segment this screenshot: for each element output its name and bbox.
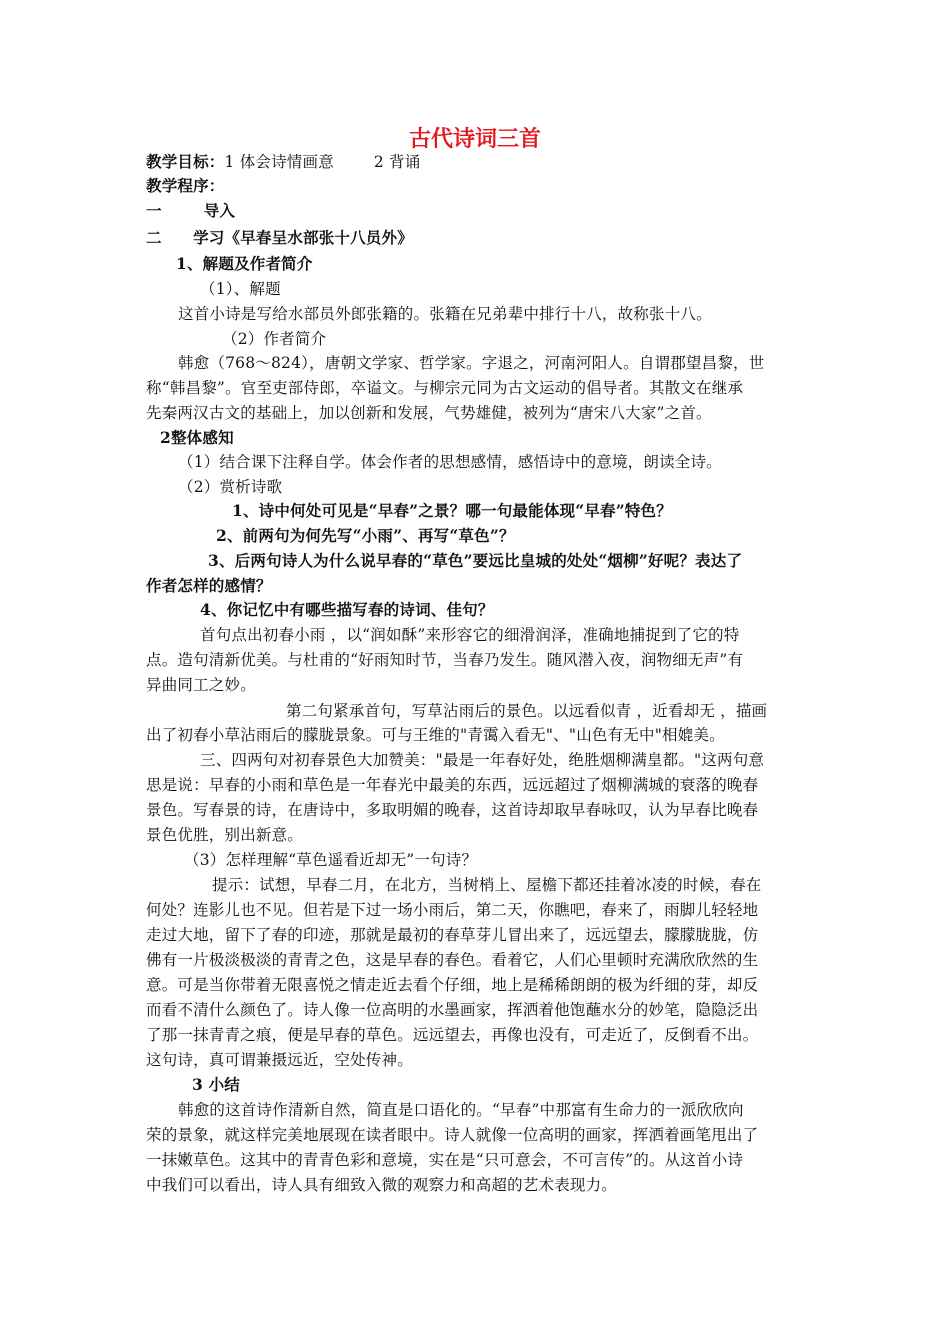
paragraph-1-line-2: 点。造句清新优美。与杜甫的“好雨知时节，当春乃发生。随风潜入夜，润物细无声”有 xyxy=(146,651,744,669)
hint-line-5: 意。可是当你带着无限喜悦之情走近去看个仔细，地上是稀稀朗朗的极为纤细的芽，却反 xyxy=(146,976,759,994)
goal-item-1: 1 体会诗情画意 xyxy=(224,153,334,171)
sub-heading-explanation: （1）、解题 xyxy=(200,280,281,298)
question-3-line-1: 3、后两句诗人为什么说早春的“草色”要远比皇城的处处“烟柳”好呢？表达了 xyxy=(208,551,743,570)
self-study-instruction: （1）结合课下注释自学。体会作者的思想感情，感悟诗中的意境，朗读全诗。 xyxy=(178,453,722,471)
question-4: 4、你记忆中有哪些描写春的诗词、佳句？ xyxy=(200,600,494,619)
paragraph-3-line-2: 思是说：早春的小雨和草色是一年春光中最美的东西，远远超过了烟柳满城的衰落的晚春 xyxy=(146,776,759,794)
paragraph-3-line-1: 三、四两句对初春景色大加赞美："最是一年春好处，绝胜烟柳满皇都。"这两句意 xyxy=(200,751,765,769)
procedure-label: 教学程序： xyxy=(146,176,225,195)
teaching-goals xyxy=(146,150,806,174)
goal-item-2: 2 背诵 xyxy=(373,153,421,171)
paragraph-2-line-1: 第二句紧承首句，写草沾雨后的景色。以远看似青 ，近看却无 ，描画 xyxy=(286,702,768,720)
paragraph-3-line-4: 景色优胜，别出新意。 xyxy=(146,826,304,844)
section-1-label: 导入 xyxy=(203,201,236,220)
paragraph-3-line-3: 景色。写春景的诗，在唐诗中，多取明媚的晚春，这首诗却取早春咏叹，认为早春比晚春 xyxy=(146,801,759,819)
sub-heading-author: （2）作者简介 xyxy=(222,330,327,348)
question-1: 1、诗中何处可见是“早春”之景？哪一句最能体现“早春”特色？ xyxy=(232,501,672,520)
question-3-line-2: 作者怎样的感情？ xyxy=(146,576,272,595)
paragraph-2-line-2: 出了初春小草沾雨后的朦胧景象。可与王维的"青霭入看无"、"山色有无中"相媲美。 xyxy=(146,726,725,744)
page-title: 古代诗词三首 xyxy=(408,126,541,152)
subsection-2-heading: 2整体感知 xyxy=(160,428,234,447)
author-line-1: 韩愈（768～824），唐朝文学家、哲学家。字退之，河南河阳人。自谓郡望昌黎，世 xyxy=(178,354,765,372)
hint-line-6: 而看不清什么颜色了。诗人像一位高明的水墨画家，挥洒着他饱蘸水分的妙笔，隐隐泛出 xyxy=(146,1001,759,1019)
summary-line-1: 韩愈的这首诗作清新自然，简直是口语化的。“早春”中那富有生命力的一派欣欣向 xyxy=(178,1101,744,1119)
section-1-number: 一 xyxy=(146,201,162,220)
appreciation-heading: （2）赏析诗歌 xyxy=(178,478,283,496)
question-2: 2、前两句为何先写“小雨”、再写“草色”？ xyxy=(216,526,515,545)
summary-line-3: 一抹嫩草色。这其中的青青色彩和意境，实在是“只可意会，不可言传”的。从这首小诗 xyxy=(146,1151,744,1169)
section-1-heading xyxy=(146,199,806,223)
hint-line-2: 何处？连影儿也不见。但若是下过一场小雨后，第二天，你瞧吧，春来了，雨脚儿轻轻地 xyxy=(146,901,759,919)
hint-line-7: 了那一抹青青之痕，便是早春的草色。远远望去，再像也没有，可走近了，反倒看不出。 xyxy=(146,1026,759,1044)
paragraph-1-line-1: 首句点出初春小雨 ，以“润如酥”来形容它的细滑润泽，准确地捕捉到了它的特 xyxy=(200,626,740,644)
author-line-3: 先秦两汉古文的基础上，加以创新和发展，气势雄健，被列为“唐宋八大家”之首。 xyxy=(146,404,712,422)
summary-line-2: 荣的景象，就这样完美地展现在读者眼中。诗人就像一位高明的画家，挥洒着画笔甩出了 xyxy=(146,1126,759,1144)
hint-line-3: 走过大地，留下了春的印迹，那就是最初的春草芽儿冒出来了，远远望去，朦朦胧胧，仿 xyxy=(146,926,759,944)
subsection-1-heading: 1、解题及作者简介 xyxy=(176,254,313,273)
summary-line-4: 中我们可以看出，诗人具有细致入微的观察力和高超的艺术表现力。 xyxy=(146,1176,618,1194)
explanation-text: 这首小诗是写给水部员外郎张籍的。张籍在兄弟辈中排行十八，故称张十八。 xyxy=(178,305,712,323)
hint-line-8: 这句诗，真可谓兼摄远近，空处传神。 xyxy=(146,1051,413,1069)
paragraph-1-line-3: 异曲同工之妙。 xyxy=(146,676,256,694)
section-2-heading: 二 学习《早春呈水部张十八员外》 xyxy=(146,228,413,247)
goals-label: 教学目标： xyxy=(146,152,225,171)
subsection-3-heading: 3 小结 xyxy=(192,1075,240,1094)
author-line-2: 称“韩昌黎”。官至吏部侍郎，卒谥文。与柳宗元同为古文运动的倡导者。其散文在继承 xyxy=(146,379,744,397)
sub-heading-understanding: （3）怎样理解“草色遥看近却无”一句诗？ xyxy=(184,851,478,869)
hint-line-1: 提示：试想，早春二月，在北方，当树梢上、屋檐下都还挂着冰凌的时候，春在 xyxy=(212,876,762,894)
hint-line-4: 佛有一片极淡极淡的青青之色，这是早春的春色。看着它，人们心里顿时充满欣欣然的生 xyxy=(146,951,759,969)
